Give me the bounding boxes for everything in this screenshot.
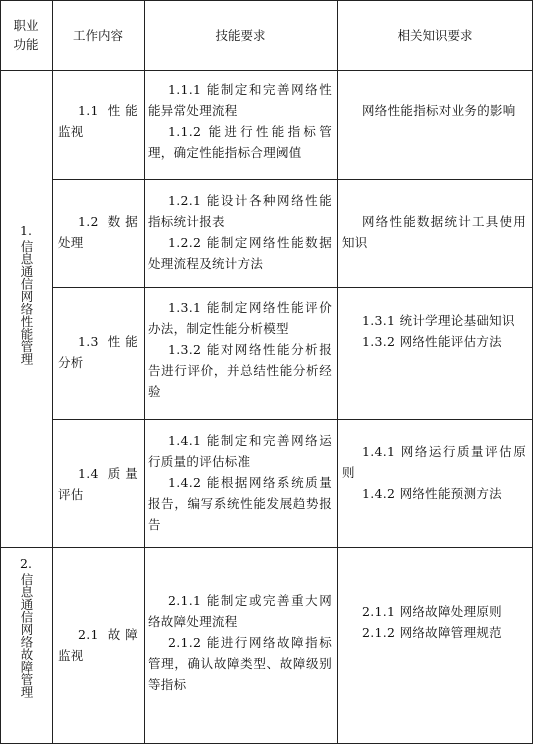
knowledge-item: 2.1.2 网络故障管理规范 xyxy=(362,625,502,640)
row-divider xyxy=(52,419,533,420)
table-border-top xyxy=(0,0,533,1)
row-1-4-content xyxy=(58,463,138,505)
skill-item: 2.1.1 能制定或完善重大网络故障处理流程 xyxy=(148,593,332,629)
table-border-left xyxy=(0,0,1,744)
knowledge-item: 1.4.2 网络性能预测方法 xyxy=(362,486,502,501)
section-2-function xyxy=(0,555,52,698)
row-1-2-skills xyxy=(148,190,332,274)
row-1-1-content xyxy=(58,100,138,142)
row-divider xyxy=(52,287,533,288)
knowledge-item: 1.4.1 网络运行质量评估原则 xyxy=(342,444,526,480)
skill-item: 1.3.2 能对网络性能分析报告进行评价，并总结性能分析经验 xyxy=(148,342,332,399)
header-function-line1: 职业 xyxy=(13,18,39,33)
content-text: 1.1 性能监视 xyxy=(58,103,138,139)
skill-item: 1.4.1 能制定和完善网络运行质量的评估标准 xyxy=(148,433,332,469)
section-1-function xyxy=(0,222,52,365)
column-divider xyxy=(144,0,145,744)
header-function-line2: 功能 xyxy=(13,37,39,52)
row-1-4-knowledge xyxy=(342,441,526,504)
skill-item: 1.1.2 能进行性能指标管理，确定性能指标合理阈值 xyxy=(148,124,332,160)
section-1-title: 信息通信网络性能管理 xyxy=(19,240,34,365)
skill-item: 1.3.1 能制定网络性能评价办法，制定性能分析模型 xyxy=(148,300,332,336)
knowledge-item: 1.3.2 网络性能评估方法 xyxy=(362,334,502,349)
header-knowledge-requirements: 相关知识要求 xyxy=(397,27,473,43)
header-skill-requirements: 技能要求 xyxy=(215,27,266,43)
row-1-1-knowledge xyxy=(342,100,526,121)
row-2-1-content xyxy=(58,624,138,666)
knowledge-item: 1.3.1 统计学理论基础知识 xyxy=(362,313,515,328)
skill-item: 2.1.2 能进行网络故障指标管理，确认故障类型、故障级别等指标 xyxy=(148,635,332,692)
row-divider xyxy=(0,547,533,548)
column-divider xyxy=(337,0,338,744)
row-divider xyxy=(52,179,533,180)
row-divider xyxy=(0,70,533,71)
row-1-2-content xyxy=(58,211,138,253)
column-divider xyxy=(52,0,53,744)
row-1-2-knowledge xyxy=(342,211,526,253)
content-text: 1.3 性能分析 xyxy=(58,334,138,370)
section-2-number: 2. xyxy=(20,556,32,571)
section-1-number: 1. xyxy=(20,223,32,238)
row-1-3-content xyxy=(58,331,138,373)
content-text: 1.4 质量评估 xyxy=(58,466,138,502)
section-2-title: 信息通信网络故障管理 xyxy=(19,573,34,698)
row-1-4-skills xyxy=(148,430,332,535)
skill-item: 1.2.1 能设计各种网络性能指标统计报表 xyxy=(148,193,332,229)
row-1-3-skills xyxy=(148,297,332,402)
knowledge-item: 2.1.1 网络故障处理原则 xyxy=(362,604,502,619)
skill-item: 1.4.2 能根据网络系统质量报告，编写系统性能发展趋势报告 xyxy=(148,475,332,532)
row-1-3-knowledge xyxy=(342,310,526,352)
skill-item: 1.2.2 能制定网络性能数据处理流程及统计方法 xyxy=(148,235,332,271)
content-text: 1.2 数据处理 xyxy=(58,214,138,250)
header-work-content: 工作内容 xyxy=(72,27,123,43)
row-1-1-skills xyxy=(148,79,332,163)
knowledge-item: 网络性能指标对业务的影响 xyxy=(362,103,516,118)
knowledge-item: 网络性能数据统计工具使用知识 xyxy=(342,214,526,250)
row-2-1-skills xyxy=(148,590,332,695)
content-text: 2.1 故障监视 xyxy=(58,627,138,663)
row-2-1-knowledge xyxy=(342,601,526,643)
skill-item: 1.1.1 能制定和完善网络性能异常处理流程 xyxy=(148,82,332,118)
header-function xyxy=(0,0,52,70)
